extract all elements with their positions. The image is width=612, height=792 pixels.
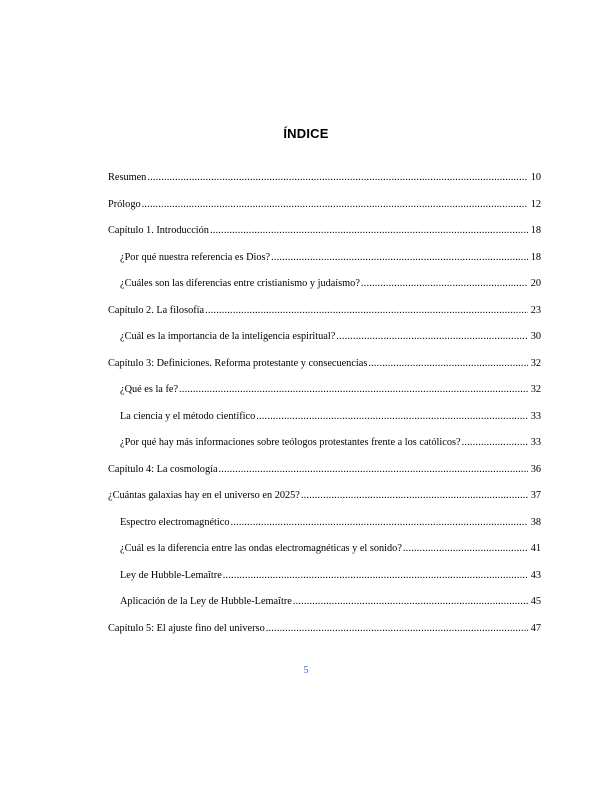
toc-entry[interactable] xyxy=(108,331,541,358)
toc-entry-page: 18 xyxy=(530,225,541,236)
toc-entry-label: Capítulo 3: Definiciones. Reforma protestante y consecuencias xyxy=(108,357,368,369)
toc-entry-label: ¿Cuál es la importancia de la inteligencia espiritual? xyxy=(120,331,336,342)
toc-leader-dots xyxy=(336,331,528,342)
toc-entry[interactable] xyxy=(108,543,541,570)
toc-entry-page: 23 xyxy=(530,304,541,316)
toc-leader-dots xyxy=(361,278,528,289)
toc-entry[interactable] xyxy=(108,172,541,199)
toc-entry-page: 43 xyxy=(530,569,541,581)
toc-entry-label: Capítulo 1. Introducción xyxy=(108,225,209,236)
toc-entry-page: 41 xyxy=(530,543,541,554)
toc-entry-label: Capítulo 4: La cosmología xyxy=(108,463,218,475)
page-number: 5 xyxy=(303,665,309,676)
toc-entry-label: La ciencia y el método científico xyxy=(120,410,256,422)
toc-entry-page: 10 xyxy=(530,172,541,183)
toc-entry-label: ¿Cuántas galaxias hay en el universo en 2025? xyxy=(108,490,300,501)
toc-entry[interactable] xyxy=(108,570,541,597)
toc-entry-page: 45 xyxy=(530,596,541,607)
toc-leader-dots xyxy=(142,199,528,210)
toc-entry-label: ¿Qué es la fe? xyxy=(120,384,179,395)
toc-entry[interactable] xyxy=(108,305,541,332)
toc-entry[interactable] xyxy=(108,517,541,544)
toc-entry[interactable] xyxy=(108,199,541,226)
toc-entry-page: 33 xyxy=(530,437,541,448)
toc-leader-dots xyxy=(301,490,528,501)
toc-entry-page: 12 xyxy=(530,198,541,210)
toc-leader-dots xyxy=(210,225,528,236)
toc-leader-dots xyxy=(179,384,528,395)
toc-entry-page: 20 xyxy=(530,278,541,289)
table-of-contents xyxy=(108,172,541,649)
toc-entry[interactable] xyxy=(108,278,541,305)
toc-entry-label: ¿Cuáles son las diferencias entre cristianismo y judaísmo? xyxy=(120,278,360,289)
toc-entry-page: 18 xyxy=(530,251,541,263)
toc-entry-label: Prólogo xyxy=(108,198,141,210)
toc-entry-page: 32 xyxy=(530,357,541,369)
toc-entry-label: Espectro electromagnético xyxy=(120,516,230,528)
toc-leader-dots xyxy=(403,543,528,554)
toc-entry-page: 30 xyxy=(530,331,541,342)
toc-leader-dots xyxy=(462,437,528,448)
toc-entry-label: Ley de Hubble-Lemaître xyxy=(120,569,222,581)
toc-entry-page: 47 xyxy=(530,622,541,634)
toc-leader-dots xyxy=(266,623,528,634)
toc-entry-page: 36 xyxy=(530,463,541,475)
toc-leader-dots xyxy=(231,517,529,528)
toc-entry[interactable] xyxy=(108,252,541,279)
toc-entry-page: 38 xyxy=(530,516,541,528)
toc-entry-label: Resumen xyxy=(108,172,147,183)
page-title: ÍNDICE xyxy=(283,126,329,141)
toc-entry-label: ¿Por qué nuestra referencia es Dios? xyxy=(120,251,271,263)
toc-entry[interactable] xyxy=(108,490,541,517)
toc-entry-label: ¿Por qué hay más informaciones sobre teólogos protestantes frente a los católicos? xyxy=(120,437,461,448)
toc-entry[interactable] xyxy=(108,437,541,464)
toc-leader-dots xyxy=(368,358,528,369)
toc-entry[interactable] xyxy=(108,596,541,623)
toc-entry-label: Capítulo 5: El ajuste fino del universo xyxy=(108,622,265,634)
toc-entry-page: 32 xyxy=(530,384,541,395)
toc-entry-page: 33 xyxy=(530,410,541,422)
toc-entry-label: ¿Cuál es la diferencia entre las ondas electromagnéticas y el sonido? xyxy=(120,543,402,554)
toc-leader-dots xyxy=(223,570,528,581)
toc-leader-dots xyxy=(256,411,528,422)
toc-entry[interactable] xyxy=(108,384,541,411)
toc-entry[interactable] xyxy=(108,358,541,385)
toc-leader-dots xyxy=(293,596,528,607)
toc-entry[interactable] xyxy=(108,411,541,438)
toc-entry-label: Aplicación de la Ley de Hubble-Lemaître xyxy=(120,596,292,607)
toc-leader-dots xyxy=(271,252,528,263)
toc-leader-dots xyxy=(147,172,528,183)
toc-entry-label: Capítulo 2. La filosofía xyxy=(108,304,205,316)
toc-entry[interactable] xyxy=(108,623,541,650)
toc-leader-dots xyxy=(205,305,528,316)
toc-entry[interactable] xyxy=(108,464,541,491)
toc-entry[interactable] xyxy=(108,225,541,252)
toc-entry-page: 37 xyxy=(530,490,541,501)
toc-leader-dots xyxy=(219,464,528,475)
